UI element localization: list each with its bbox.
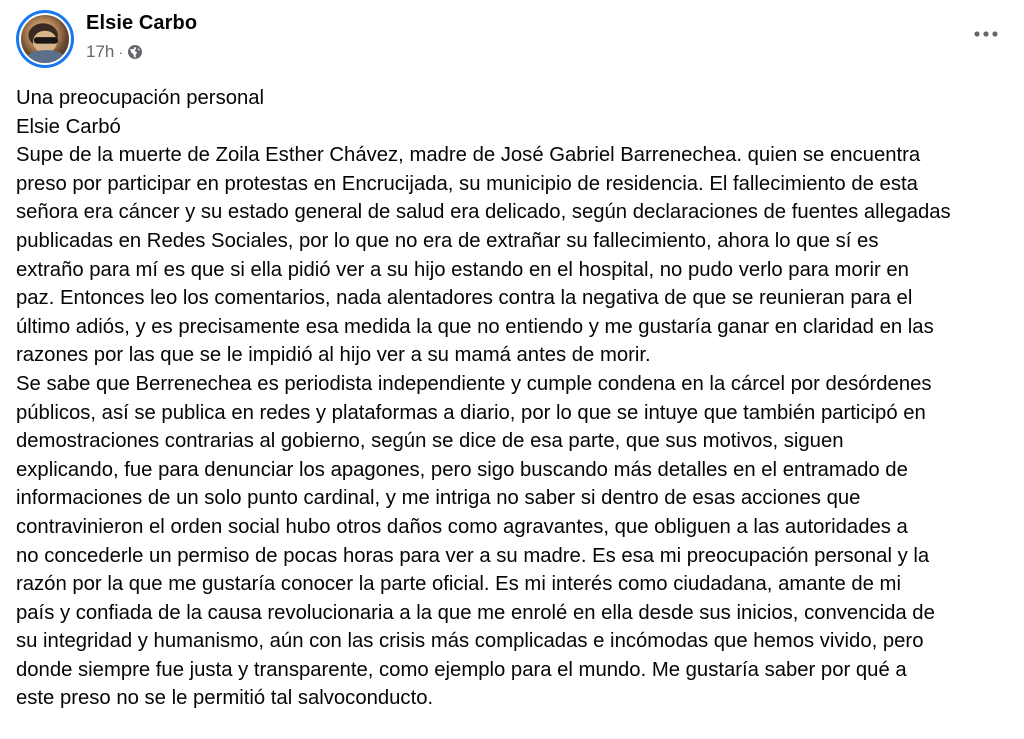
post-line: último adiós, y es precisamente esa medida la que no entiendo y me gustaría ganar en claridad en las	[16, 315, 934, 338]
post-line: contravinieron el orden social hubo otros daños como agravantes, que obliguen a las autoridades a	[16, 515, 908, 538]
post-text	[16, 84, 1016, 713]
more-options-button[interactable]	[968, 22, 1004, 46]
post-line: preso por participar en protestas en Encrucijada, su municipio de residencia. El fallecimiento de esta	[16, 172, 918, 195]
meta-separator: ·	[118, 44, 124, 60]
post-line: demostraciones contrarias al gobierno, según se dice de esa parte, que sus motivos, siguen	[16, 430, 844, 453]
post-meta	[86, 42, 143, 62]
globe-icon[interactable]	[127, 44, 143, 60]
author-name[interactable]: Elsie Carbo	[86, 12, 198, 34]
post-line: su integridad y humanismo, aún con las crisis más complicadas e incómodas que hemos vivido, pero	[16, 630, 924, 653]
avatar-image-icon	[21, 15, 69, 63]
post-line: razones por las que se le impidió al hijo ver a su mamá antes de morir.	[16, 344, 651, 367]
post-line: publicadas en Redes Sociales, por lo que no era de extrañar su fallecimiento, ahora lo que sí es	[16, 229, 879, 252]
post-line: Supe de la muerte de Zoila Esther Chávez, madre de José Gabriel Barrenechea. quien se encuentra	[16, 144, 921, 167]
post-line: públicos, así se publica en redes y plataformas a diario, por lo que se intuye que también participó en	[16, 401, 926, 424]
more-horizontal-icon	[973, 30, 999, 38]
post-line: explicando, fue para denunciar los apagones, pero sigo buscando más detalles en el entramado de	[16, 458, 908, 481]
post-line: paz. Entonces leo los comentarios, nada alentadores contra la negativa de que se reunieran para el	[16, 287, 913, 310]
post-line: Elsie Carbó	[16, 115, 121, 138]
post-header	[16, 10, 1008, 70]
post-line: no concederle un permiso de pocas horas para ver a su madre. Es esa mi preocupación personal y la	[16, 544, 930, 567]
post-line: informaciones de un solo punto cardinal, y me intriga no saber si dentro de esas acciones que	[16, 487, 861, 510]
author-avatar[interactable]	[16, 10, 74, 68]
post-line: razón por la que me gustaría conocer la parte oficial. Es mi interés como ciudadana, amante de mi	[16, 573, 901, 596]
post-line: Una preocupación personal	[16, 87, 265, 109]
post-line: este preso no se le permitió tal salvoconducto.	[16, 687, 434, 710]
post-line: señora era cáncer y su estado general de salud era delicado, según declaraciones de fuentes allegadas	[16, 201, 951, 224]
post-line: donde siempre fue justa y transparente, como ejemplo para el mundo. Me gustaría saber por qué a	[16, 658, 907, 681]
post-line: extraño para mí es que si ella pidió ver a su hijo estando en el hospital, no pudo verlo para morir en	[16, 258, 909, 281]
post-line: país y confiada de la causa revolucionaria a la que me enrolé en ella desde sus inicios, convencida de	[16, 601, 935, 624]
post-timestamp[interactable]: 17h	[86, 42, 115, 61]
post-line: Se sabe que Berrenechea es periodista independiente y cumple condena en la cárcel por desórdenes	[16, 372, 932, 395]
avatar-photo	[19, 13, 71, 65]
